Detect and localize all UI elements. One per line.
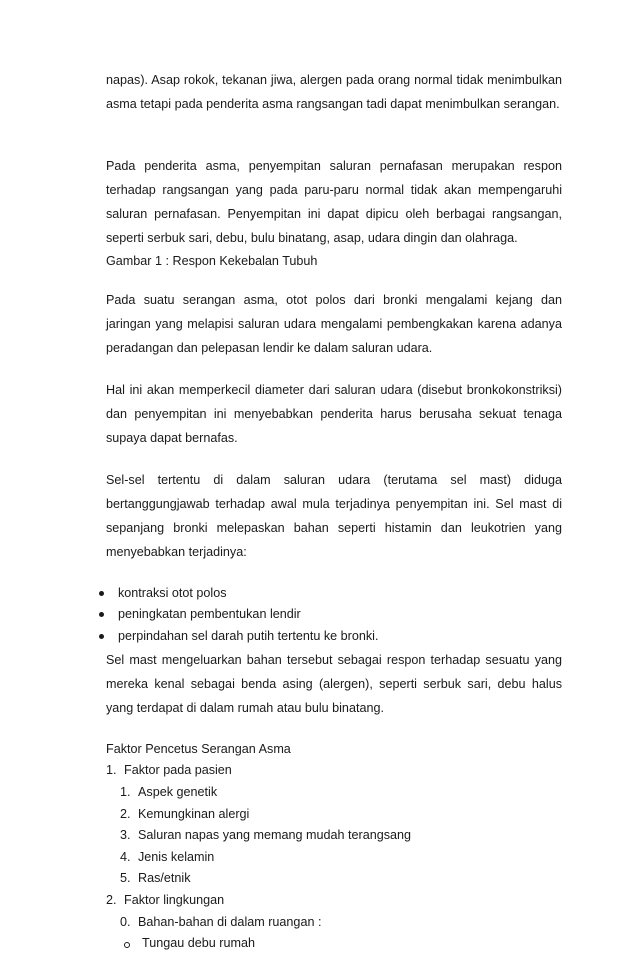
list-label: Jenis kelamin bbox=[138, 849, 215, 864]
paragraph-4: Hal ini akan memperkecil diameter dari saluran udara (disebut bronkokonstriksi) dan penyempitan ini menyebabkan penderita harus berusaha sekuat tenaga supaya dapat bernafas. bbox=[106, 382, 562, 446]
list-label: Faktor lingkungan bbox=[124, 892, 225, 907]
list-number: 4. bbox=[120, 849, 131, 864]
list-label: Ras/etnik bbox=[138, 871, 191, 886]
factor-list bbox=[106, 760, 562, 954]
figure-caption: Gambar 1 : Respon Kekebalan Tubuh bbox=[106, 253, 318, 268]
factor-section bbox=[106, 738, 562, 954]
paragraph-1: napas). Asap rokok, tekanan jiwa, alergen pada orang normal tidak menimbulkan asma tetapi pada penderita asma rangsangan tadi dapat menimbulkan serangan. bbox=[106, 73, 562, 112]
list-item bbox=[106, 868, 562, 890]
list-label: Faktor pada pasien bbox=[124, 763, 232, 778]
list-number: 1. bbox=[106, 763, 117, 778]
paragraph-6: Sel mast mengeluarkan bahan tersebut sebagai respon terhadap sesuatu yang mereka kenal sebagai benda asing (alergen), seperti serbuk sari, debu halus yang terdapat di dalam rumah atau bulu binatang. bbox=[106, 652, 562, 716]
bullet-item bbox=[106, 626, 562, 648]
list-item bbox=[106, 847, 562, 869]
bullet-text: kontraksi otot polos bbox=[118, 585, 227, 600]
bullet-list bbox=[106, 583, 562, 648]
list-item bbox=[106, 890, 562, 912]
bullet-text: peningkatan pembentukan lendir bbox=[118, 607, 301, 622]
bullet-item bbox=[106, 583, 562, 605]
hollow-circle-bullet-icon bbox=[120, 937, 134, 951]
paragraph-5: Sel-sel tertentu di dalam saluran udara (terutama sel mast) diduga bertanggungjawab terhadap awal mula terjadinya penyempitan ini. Sel mast di sepanjang bronki melepaskan bahan seperti histamin dan leukotrien yang menyebabkan terjadinya: bbox=[106, 472, 562, 560]
list-item bbox=[106, 912, 562, 934]
list-label: Saluran napas yang memang mudah terangsang bbox=[138, 828, 412, 843]
list-item bbox=[106, 760, 562, 782]
bullet-dot-icon bbox=[99, 612, 104, 617]
list-label: Bahan-bahan di dalam ruangan : bbox=[138, 914, 322, 929]
list-label: Tungau debu rumah bbox=[142, 936, 255, 951]
list-item bbox=[106, 825, 562, 847]
list-number: 2. bbox=[106, 892, 117, 907]
list-number: 2. bbox=[120, 806, 131, 821]
paragraph-3: Pada suatu serangan asma, otot polos dari bronki mengalami kejang dan jaringan yang melapisi saluran udara mengalami pembengkakan karena adanya peradangan dan pelepasan lendir ke dalam saluran udara. bbox=[106, 292, 562, 356]
list-item bbox=[106, 804, 562, 826]
bullet-dot-icon bbox=[99, 634, 104, 639]
section-title: Faktor Pencetus Serangan Asma bbox=[106, 742, 291, 757]
list-item bbox=[106, 933, 562, 955]
list-number: 3. bbox=[120, 828, 131, 843]
list-number: 0. bbox=[120, 914, 131, 929]
bullet-item bbox=[106, 604, 562, 626]
list-label: Kemungkinan alergi bbox=[138, 806, 250, 821]
paragraph-2: Pada penderita asma, penyempitan saluran pernafasan merupakan respon terhadap rangsangan yang pada paru-paru normal tidak akan mempengaruhi saluran pernafasan. Penyempitan ini dapat dipicu oleh berbagai rangsangan, seperti serbuk sari, debu, bulu binatang, asap, udara dingin dan olahraga. bbox=[106, 158, 562, 246]
list-number: 1. bbox=[120, 785, 131, 800]
bullet-dot-icon bbox=[99, 591, 104, 596]
document-page bbox=[106, 68, 562, 955]
list-label: Aspek genetik bbox=[138, 785, 218, 800]
bullet-text: perpindahan sel darah putih tertentu ke bronki. bbox=[118, 628, 379, 643]
list-item bbox=[106, 782, 562, 804]
list-number: 5. bbox=[120, 871, 131, 886]
